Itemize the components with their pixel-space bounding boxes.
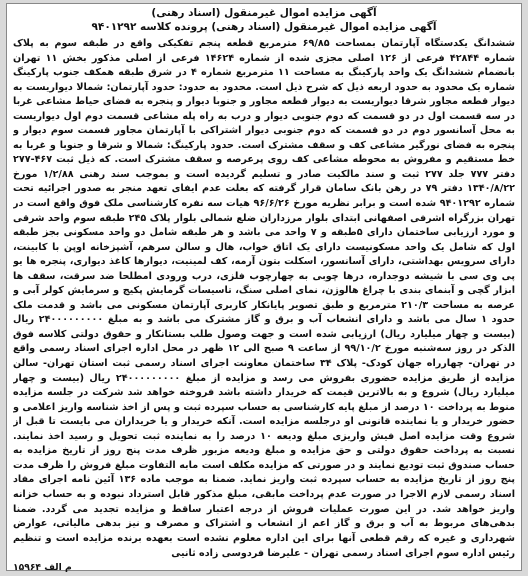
signature-line: رئیس اداره سوم اجرای اسناد رسمی تهران - علیرضا فردوسی زاده ثانیی	[171, 548, 515, 559]
notice-title-line-2: آگهی مزایده اموال غیرمنقول (اسناد رهنی) پرونده کلاسه ۹۴۰۱۲۹۲	[91, 21, 437, 33]
auction-notice	[6, 3, 522, 571]
notice-body: ششدانگ یکدستگاه آپارتمان بمساحت ۶۹/۸۵ مترمربع قطعه پنجم تفکیکی واقع در طبقه سوم به پلاک شماره ۴۲۸۴۴ فرعی از ۱۲۶ اصلی مجزی شده از شماره ۱۴۶۲۴ فرعی از اصلی مذکور بخش ۱۱ تهران بانضمام ششدانگ یک واحد پارکینگ به مساحت ۱۱ مترمربع شماره ۴ در شرق طبقه همکف جنوب پارکینگ شماره یک محدود به حدود اربعه ذیل که شرح ذیل است. محدود به حدود: حدود آپارتمان: شمالا دیواریست به دیوار قطعه مجاور شرقا دیواریست به دیوار قطعه مجاور و جنوبا دیوار و پنجره به فضای حیاط مشاعی غربا در سه قسمت اول در دو قسمت که دوم جنوبی دیوار و درب به راه پله مشاعی قسمت دوم اول دیواریست به محل آسانسور دوم در دو قسمت که دوم جنوبی دیوار اشتراکی با آپارتمان مجاور قسمت سوم دیوار و پنجره به فضای نورگیر مشاعی کف و سقف مشترک است. حدود پارکینگ: شمالا و شرقا و جنوبا و غربا به خط مستقیم و مفروش به محوطه مشاعی کف روی پرعرصه و سقف مشترک است. که ذیل ثبت ۴۶۷-۲۷۷ دفتر ۷۷۷ جلد ۲۷۷ ثبت و سند مالکیت صادر و تسلیم گردیده است و بموجب سند رهنی ۱/۲/۸۸ مورخ ۱۳۴۰/۸/۲۲ دفتر ۷۹ در رهن بانک سامان قرار گرفته که بعلت عدم ایفای تعهد منجر به صدور اجرائیه تحت شماره ۹۴۰۱۲۹۲ شده است و برابر نظریه مورخ ۹۶/۶/۲۶ هیات سه نفره کارشناسی ملک فوق واقع است در تهران بزرگراه اشرفی اصفهانی ابتدای بلوار مرزداران ضلع شمالی بلوار پلاک ۲۴۵ طبقه سوم واحد شرقی و مورد ارزیابی ساختمان دارای ۵طبقه و ۷ واحد می باشد و هر طبقه شامل دو واحد مسکونی بجز طبقه اول که شامل یک واحد مسکونیست دارای یک اتاق خواب، هال و سالن سرهم، آشپزخانه اوپن با کابینت، دارای سرویس بهداشتی، دارای آسانسور، اسکلت بتون آرمه، کف لمینیت، دیوارها کاغذ دیواری، پنجره ها یو پی وی سی با شیشه دوجداره، درها چوبی به چهارچوب فلزی، درب ورودی امطلحا ضد سرقت، سقف ها ابزار گچی و آبنمای بندی با چراغ هالوژن، نمای اصلی سنگ، تاسیسات گرمایش پکیج و سرمایش کولر آبی و عرصه به مساحت ۲۱۰/۳ مترمربع و طبق تصویر پایانکار کاربری آپارتمان مسکونی می باشد و قدمت ملک حدود ۱ سال می باشد و دارای انشعاب آب و برق و گاز مشترک می باشد و به مبلغ ۲۴۰۰۰۰۰۰۰۰۰ ریال (بیست و چهار میلیارد ریال) ارزیابی شده است و جهت وصول طلب بستانکار و حقوق دولتی کلاسه فوق الذکر در روز سه‌شنبه مورخ ۹۹/۱۰/۲ از ساعت ۹ صبح الی ۱۲ ظهر در محل اداره اجرای اسناد رسمی واقع در تهران- چهارراه جهان کودک- پلاک ۳۴ ساختمان معاونت اجرای اسناد رسمی ثبت استان تهران- سالن مزایده از طریق مزایده حضوری بفروش می رسد و مزایده از مبلغ ۲۴۰۰۰۰۰۰۰۰۰ ریال (بیست و چهار میلیارد ریال) شروع و به بالاترین قیمت که خریدار داشته باشد فروخته خواهد شد شرکت در جلسه مزایده منوط به پرداخت ۱۰ درصد از مبلغ پایه کارشناسی به حساب سپرده ثبت و پس از اخذ شناسه واریز اعلامی و حضور خریدار و یا نماینده قانونی او درجلسه مزایده است. آنکه خریدار و یا خریداران می بایست تا قبل از شروع وقت مزایده اصل فیش واریزی مبلغ ودیعه ۱۰ درصد را به نماینده ثبت تحویل و رسید اخذ نمایند. نسبت به پرداخت حقوق دولتی و حق مزایده و مبلغ ودیعه مزبور ظرف مدت پنج روز از تاریخ مزایده به حساب صندوق ثبت تودیع نمایند و در صورتی که مزایده مکلف است مابه التفاوت مبلغ فروش را ظرف مدت پنج روز از تاریخ مزایده به حساب سپرده ثبت واریز نماید. ضمنا به موجب ماده ۱۳۶ آئین نامه اجرای مفاد اسناد رسمی لازم الاجرا در صورت عدم پرداخت مابقی، مبلغ مذکور قابل استرداد نبوده و به حساب خزانه واریز خواهد شد. در این صورت عملیات فروش از درجه اعتبار ساقط و مزایده تجدید می گردد. ضمنا بدهی‌های مربوط به آب و برق و گاز اعم از انشعاب و اشتراک و مصرف و نیز بدهی مالیاتی، عوارض شهرداری و غیره که رقم قطعی آنها برای این اداره معلوم نشده است بعهده برنده مزایده است و تنظیم	[13, 38, 515, 544]
notice-footer	[13, 561, 515, 574]
reference-number: م الف ۱۵۹۶۴	[13, 562, 72, 573]
notice-title-line-1: آگهی مزایده اموال غیرمنقول (اسناد رهنی)	[151, 7, 377, 19]
